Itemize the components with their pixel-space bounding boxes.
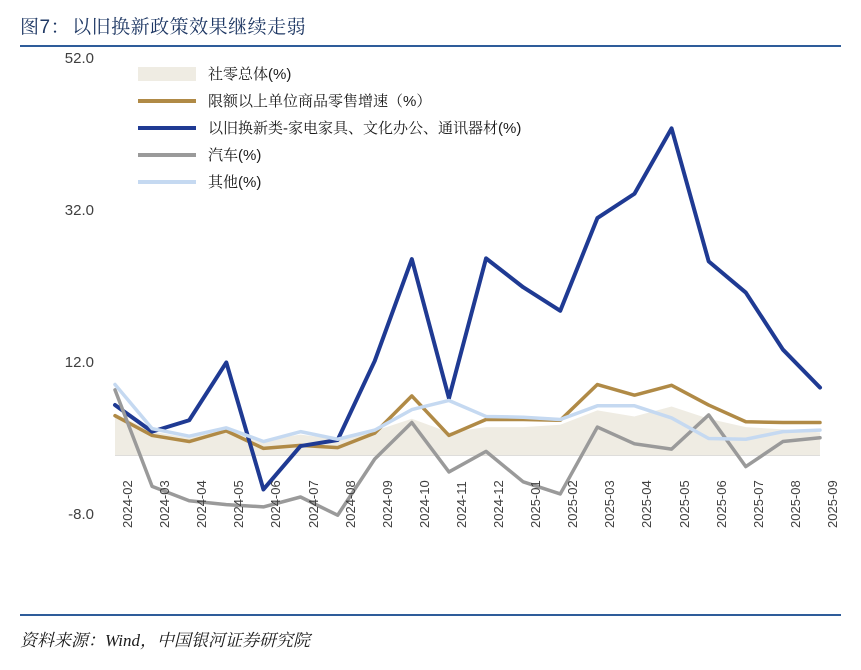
x-tick-label: 2024-07 xyxy=(305,480,321,528)
legend-item xyxy=(138,114,521,141)
y-tick-label: 32.0 xyxy=(64,202,94,219)
legend-item xyxy=(138,168,521,195)
x-tick-label: 2024-05 xyxy=(231,480,247,528)
legend-label: 社零总体(%) xyxy=(208,66,292,83)
x-tick-label: 2024-11 xyxy=(453,481,469,528)
legend-swatch xyxy=(138,67,196,81)
chart-legend xyxy=(138,60,521,195)
page-title xyxy=(20,12,306,39)
figure-title-text: 以旧换新政策效果继续走弱 xyxy=(72,17,307,38)
x-tick-label: 2025-01 xyxy=(528,480,544,528)
legend-label: 以旧换新类-家电家具、文化办公、通讯器材(%) xyxy=(208,120,522,137)
x-tick-label: 2024-09 xyxy=(379,480,395,528)
footer-divider xyxy=(20,614,841,616)
x-tick-label: 2025-06 xyxy=(713,480,729,528)
y-tick-label: -8.0 xyxy=(68,506,94,523)
x-tick-label: 2024-04 xyxy=(194,480,210,528)
legend-item xyxy=(138,60,521,87)
x-tick-label: 2025-09 xyxy=(825,480,840,528)
x-tick-label: 2025-07 xyxy=(750,480,766,528)
legend-item xyxy=(138,141,521,168)
legend-swatch xyxy=(138,99,196,103)
x-tick-label: 2024-02 xyxy=(120,480,135,528)
x-tick-label: 2025-04 xyxy=(639,480,655,528)
legend-label: 汽车(%) xyxy=(208,147,262,164)
x-tick-label: 2025-03 xyxy=(602,480,618,528)
x-tick-label: 2025-02 xyxy=(565,480,581,528)
x-tick-label: 2025-05 xyxy=(676,480,692,528)
y-tick-label: 52.0 xyxy=(64,50,94,67)
legend-swatch xyxy=(138,180,196,184)
figure-label: 图7： xyxy=(20,17,71,38)
legend-swatch xyxy=(138,153,196,157)
legend-label: 限额以上单位商品零售增速（%） xyxy=(208,93,432,110)
legend-swatch xyxy=(138,126,196,130)
x-tick-label: 2024-08 xyxy=(342,480,358,528)
chart-container xyxy=(20,52,841,608)
x-tick-label: 2024-10 xyxy=(416,480,432,528)
x-tick-label: 2024-03 xyxy=(157,480,173,528)
x-tick-label: 2025-08 xyxy=(787,480,803,528)
x-tick-label: 2024-06 xyxy=(268,480,284,528)
y-tick-label: 12.0 xyxy=(64,354,94,371)
title-divider xyxy=(20,45,841,47)
source-note: 资料来源：Wind，中国银河证券研究院 xyxy=(20,631,310,650)
legend-label: 其他(%) xyxy=(208,174,262,191)
legend-item xyxy=(138,87,521,114)
x-tick-label: 2024-12 xyxy=(491,480,507,528)
